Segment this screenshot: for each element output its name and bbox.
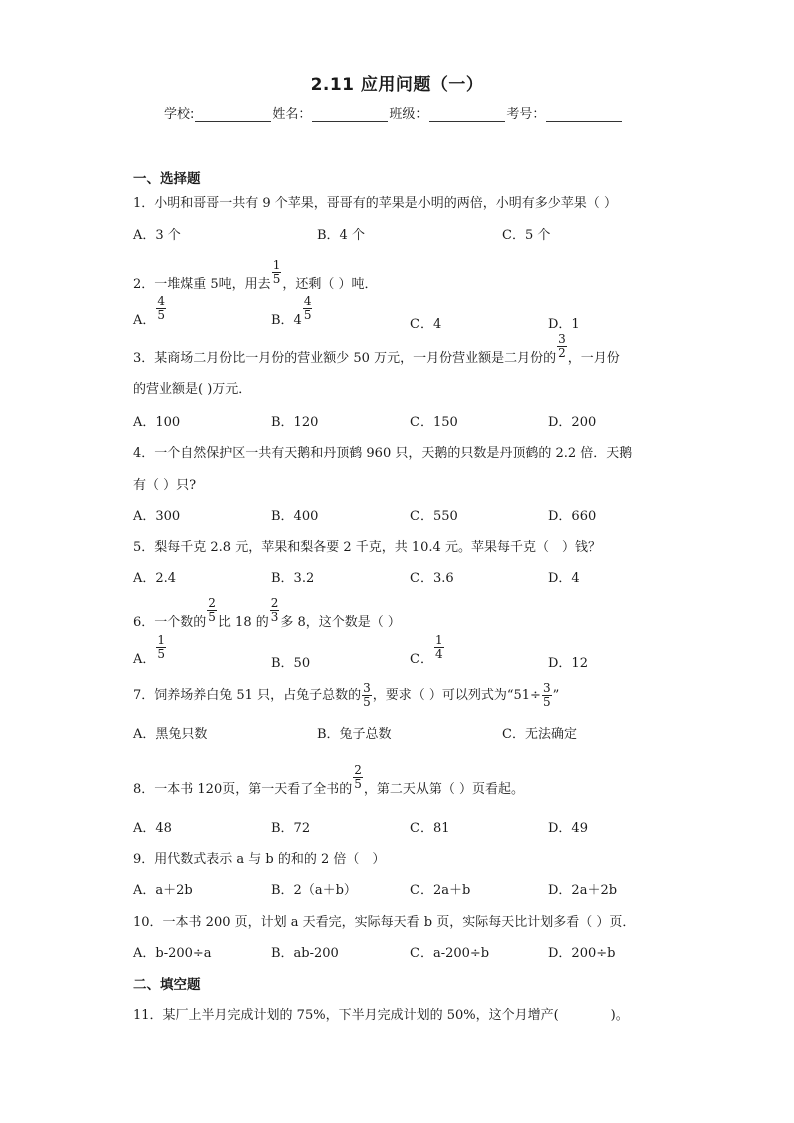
- q9-option-c[interactable]: C．2a＋b: [410, 883, 471, 898]
- q2-frac-num: 1: [272, 258, 281, 272]
- q2-a-fraction: [156, 295, 166, 322]
- q6-text-mid: 比 18 的: [217, 615, 269, 630]
- q8-frac-den: 5: [354, 777, 362, 791]
- q2-a-label: A．: [133, 313, 156, 328]
- question-4-line-1: 4．一个自然保护区一共有天鹅和丹顶鹤 960 只，天鹅的只数是丹顶鹤的 2.2 倍．天鹅: [133, 446, 633, 461]
- q7-option-c[interactable]: C．无法确定: [502, 727, 577, 742]
- q3-fraction: [557, 333, 567, 360]
- name-blank[interactable]: [312, 107, 388, 122]
- q7-f-den: 5: [363, 695, 371, 709]
- q6-f1-den: 5: [208, 610, 216, 624]
- q6-a-num: 1: [157, 633, 166, 647]
- question-3-line-2: 的营业额是( )万元．: [133, 382, 252, 397]
- q7-fraction-2: [542, 682, 552, 709]
- q4-option-d[interactable]: D．660: [548, 509, 597, 524]
- q8-option-a[interactable]: A．48: [133, 821, 172, 836]
- q6-fraction-2: [270, 597, 280, 624]
- q3-option-b[interactable]: B．120: [271, 415, 319, 430]
- q7-option-a[interactable]: A．黑兔只数: [133, 727, 208, 742]
- q9-option-d[interactable]: D．2a＋2b: [548, 883, 618, 898]
- number-blank[interactable]: [546, 107, 622, 122]
- q6-option-b[interactable]: B．50: [271, 656, 311, 671]
- school-blank[interactable]: [195, 107, 271, 122]
- q8-option-b[interactable]: B．72: [271, 821, 311, 836]
- q2-text-pre: 2．一堆煤重 5吨，用去: [133, 277, 271, 292]
- q2-b-fraction: [303, 295, 313, 322]
- q7-f2-den: 5: [542, 695, 551, 709]
- question-4-line-2: 有（ ）只?: [133, 478, 197, 493]
- q5-option-b[interactable]: B．3.2: [271, 571, 315, 586]
- q6-option-c[interactable]: [410, 633, 445, 673]
- q9-option-a[interactable]: A．a＋2b: [133, 883, 193, 898]
- q8-option-c[interactable]: C．81: [410, 821, 450, 836]
- q2-b-den: 5: [303, 308, 312, 322]
- q10-option-a[interactable]: A．b-200÷a: [133, 946, 212, 961]
- q6-fraction-1: [207, 597, 217, 624]
- q1-option-c[interactable]: C．5 个: [502, 228, 551, 243]
- question-9-text: 9．用代数式表示 a 与 b 的和的 2 倍（ ）: [133, 852, 386, 867]
- q3-text-pre: 3．某商场二月份比一月份的营业额少 50 万元，一月份营业额是二月份的: [133, 351, 557, 366]
- q10-option-c[interactable]: C．a-200÷b: [410, 946, 490, 961]
- q8-frac-num: 2: [354, 763, 362, 777]
- class-blank[interactable]: [429, 107, 505, 122]
- q3-frac-den: 2: [558, 346, 566, 360]
- q7-text-post: ”: [552, 688, 560, 703]
- q7-f-num: 3: [363, 681, 371, 695]
- school-label: 学校:: [164, 107, 195, 122]
- q7-text-pre: 7．饲养场养白兔 51 只，占兔子总数的: [133, 688, 362, 703]
- q2-option-c[interactable]: C．4: [410, 317, 442, 332]
- q2-option-d[interactable]: D．1: [548, 317, 580, 332]
- q6-c-label: C．: [410, 652, 433, 667]
- class-label: 班级：: [389, 107, 429, 122]
- question-2-text: [133, 258, 378, 298]
- q3-option-a[interactable]: A．100: [133, 415, 181, 430]
- q6-a-fraction: [156, 634, 166, 661]
- q3-frac-num: 3: [558, 332, 566, 346]
- q7-option-b[interactable]: B．兔子总数: [317, 727, 392, 742]
- question-3-line-1: [133, 332, 620, 372]
- q10-option-d[interactable]: D．200÷b: [548, 946, 616, 961]
- q2-option-b[interactable]: [271, 294, 313, 334]
- q4-option-c[interactable]: C．550: [410, 509, 458, 524]
- q3-option-d[interactable]: D．200: [548, 415, 597, 430]
- q2-b-label: B．4: [271, 313, 302, 328]
- q8-text-post: ，第二天从第（ ）页看起。: [363, 782, 524, 797]
- student-info-row: [164, 103, 623, 122]
- q6-f2-num: 2: [270, 596, 279, 610]
- question-5-text: 5．梨每千克 2.8 元，苹果和梨各要 2 千克，共 10.4 元。苹果每千克（ ）钱？: [133, 540, 601, 555]
- q6-a-den: 5: [157, 647, 166, 661]
- q7-f2-num: 3: [542, 681, 551, 695]
- question-11-text: 11．某厂上半月完成计划的 75%，下半月完成计划的 50%，这个月增产( )。: [133, 1008, 629, 1023]
- name-label: 姓名：: [272, 107, 312, 122]
- q5-option-d[interactable]: D．4: [548, 571, 580, 586]
- question-1-text: 1．小明和哥哥一共有 9 个苹果，哥哥有的苹果是小明的两倍，小明有多少苹果（ ）: [133, 196, 617, 211]
- question-8-text: [133, 763, 524, 803]
- q6-c-den: 4: [434, 647, 443, 661]
- q5-option-a[interactable]: A．2.4: [133, 571, 177, 586]
- q4-option-a[interactable]: A．300: [133, 509, 181, 524]
- q2-a-den: 5: [157, 308, 166, 322]
- q6-option-a[interactable]: [133, 633, 167, 673]
- q7-fraction-1: [362, 682, 372, 709]
- q6-a-label: A．: [133, 652, 156, 667]
- q6-c-fraction: [434, 634, 444, 661]
- q3-option-c[interactable]: C．150: [410, 415, 458, 430]
- question-6-text: [133, 596, 401, 636]
- section-choice-heading: 一、选择题: [133, 171, 201, 187]
- q6-option-d[interactable]: D．12: [548, 656, 588, 671]
- q2-option-a[interactable]: [133, 294, 167, 334]
- q6-f2-den: 3: [270, 610, 279, 624]
- q8-text-pre: 8．一本书 120页，第一天看了全书的: [133, 782, 353, 797]
- page-title: 2.11 应用问题（一）: [310, 75, 484, 95]
- q2-b-num: 4: [303, 294, 312, 308]
- q9-option-b[interactable]: B．2（a＋b）: [271, 883, 357, 898]
- q2-frac-den: 5: [272, 272, 281, 286]
- number-label: 考号：: [506, 107, 546, 122]
- q2-fraction: [272, 259, 282, 286]
- q4-option-b[interactable]: B．400: [271, 509, 319, 524]
- question-7-text: [133, 682, 559, 709]
- q1-option-a[interactable]: A．3 个: [133, 228, 181, 243]
- q6-text-post: 多 8，这个数是（ ）: [280, 615, 401, 630]
- q10-option-b[interactable]: B．ab-200: [271, 946, 339, 961]
- q7-text-mid: ，要求（ ）可以列式为“51÷: [372, 688, 541, 703]
- q2-a-num: 4: [157, 294, 166, 308]
- section-fill-heading: 二、填空题: [133, 977, 201, 993]
- q6-f1-num: 2: [208, 596, 216, 610]
- question-10-text: 10．一本书 200 页，计划 a 天看完，实际每天看 b 页，实际每天比计划多看（ ）页．: [133, 915, 636, 930]
- q2-text-post: ，还剩（ ）吨．: [282, 277, 378, 292]
- q3-text-post: ，一月份: [567, 351, 620, 366]
- q6-c-num: 1: [434, 633, 443, 647]
- q5-option-c[interactable]: C．3.6: [410, 571, 454, 586]
- q1-option-b[interactable]: B．4 个: [317, 228, 365, 243]
- q8-fraction: [353, 764, 363, 791]
- q6-text-pre: 6．一个数的: [133, 615, 207, 630]
- q8-option-d[interactable]: D．49: [548, 821, 588, 836]
